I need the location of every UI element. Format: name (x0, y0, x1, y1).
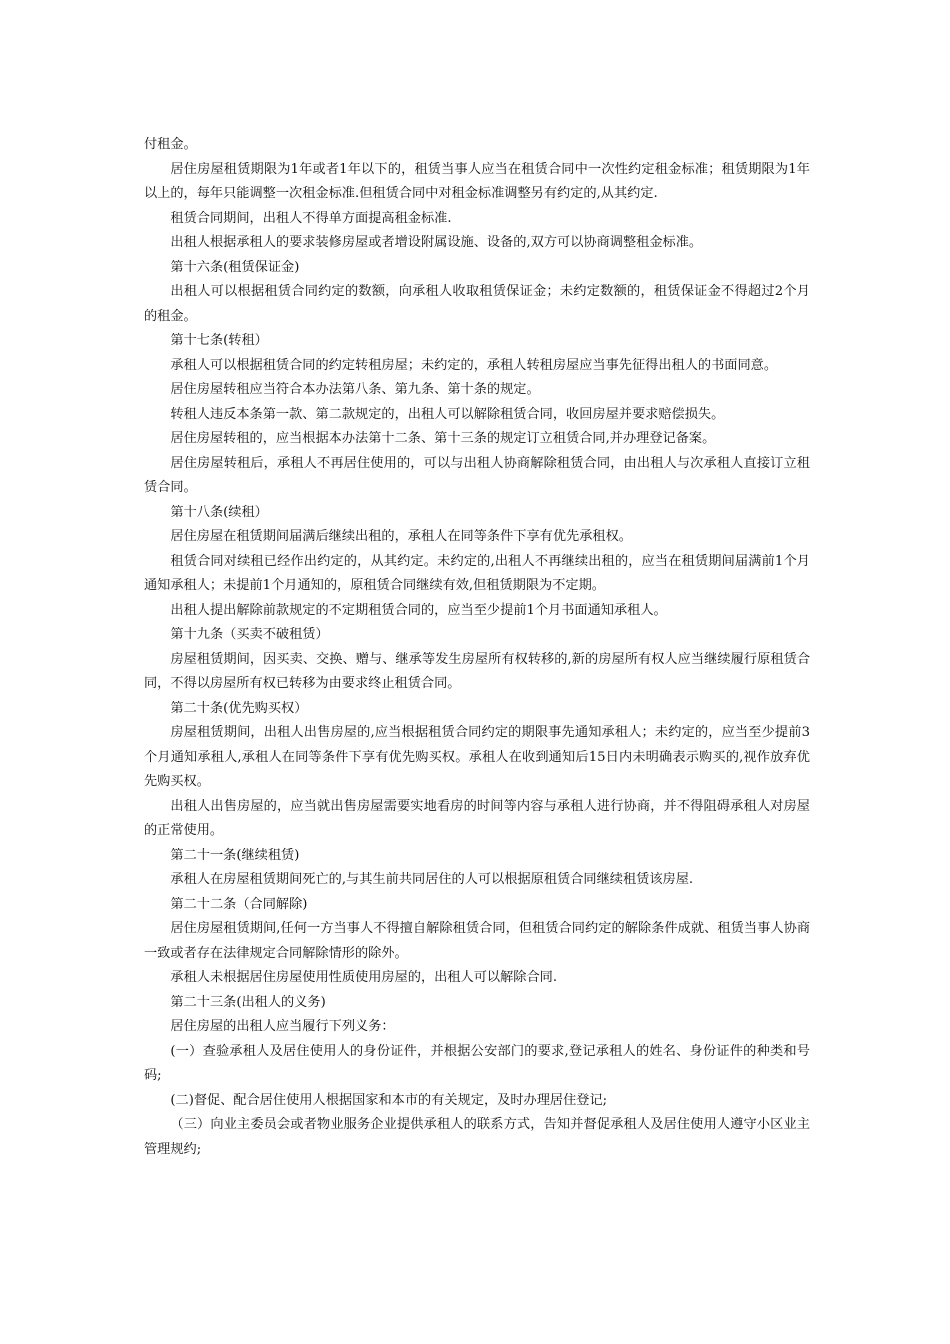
paragraph: 房屋租赁期间，出租人出售房屋的,应当根据租赁合同约定的期限事先通知承租人；未约定的，应当至少提前3个月通知承租人,承租人在同等条件下享有优先购买权。承租人在收到通知后15日内未明确表示购买的,视作放弃优先购买权。 (144, 725, 810, 789)
paragraph: 第十七条(转租） (170, 333, 268, 348)
paragraph: 房屋租赁期间，因买卖、交换、赠与、继承等发生房屋所有权转移的,新的房屋所有权人应当继续履行原租赁合同，不得以房屋所有权已转移为由要求终止租赁合同。 (144, 651, 810, 691)
paragraph: 第十八条(续租） (170, 504, 268, 520)
paragraph: 居住房屋转租应当符合本办法第八条、第九条、第十条的规定。 (170, 382, 540, 397)
paragraph: (一）查验承租人及居住使用人的身份证件，并根据公安部门的要求,登记承租人的姓名、身份证件的种类和号码; (144, 1043, 810, 1083)
paragraph: 租赁合同期间，出租人不得单方面提高租金标准. (170, 210, 452, 226)
paragraph: 居住房屋的出租人应当履行下列义务： (170, 1019, 395, 1034)
paragraph: 转租人违反本条第一款、第二款规定的，出租人可以解除租赁合同，收回房屋并要求赔偿损失。 (170, 406, 725, 422)
paragraph: 居住房屋转租的，应当根据本办法第十二条、第十三条的规定订立租赁合同,并办理登记备案。 (170, 431, 716, 446)
paragraph: 承租人在房屋租赁期间死亡的,与其生前共同居住的人可以根据原租赁合同继续租赁该房屋. (170, 872, 694, 887)
paragraph: 出租人提出解除前款规定的不定期租赁合同的，应当至少提前1个月书面通知承租人。 (170, 602, 667, 618)
paragraph: （三）向业主委员会或者物业服务企业提供承租人的联系方式，告知并督促承租人及居住使用人遵守小区业主管理规约; (144, 1117, 810, 1157)
paragraph: 第二十二条（合同解除) (170, 896, 308, 912)
paragraph: 付租金。 (144, 137, 197, 152)
paragraph: 出租人根据承租人的要求装修房屋或者增设附属设施、设备的,双方可以协商调整租金标准。 (170, 235, 703, 250)
paragraph: 承租人未根据居住房屋使用性质使用房屋的，出租人可以解除合同. (170, 970, 558, 985)
paragraph: 出租人可以根据租赁合同约定的数额，向承租人收取租赁保证金；未约定数额的，租赁保证金不得超过2个月的租金。 (144, 284, 810, 324)
paragraph: 第十六条(租赁保证金) (170, 259, 300, 275)
paragraph: 居住房屋租赁期限为1年或者1年以下的，租赁当事人应当在租赁合同中一次性约定租金标准；租赁期限为1年以上的，每年只能调整一次租金标准.但租赁合同中对租金标准调整另有约定的,从其约定. (144, 161, 810, 201)
paragraph: 第二十三条(出租人的义务) (170, 994, 326, 1010)
paragraph: 第二十一条(继续租赁) (170, 847, 300, 863)
paragraph: 租赁合同对续租已经作出约定的，从其约定。未约定的,出租人不再继续出租的，应当在租赁期间届满前1个月通知承租人；未提前1个月通知的，原租赁合同继续有效,但租赁期限为不定期。 (144, 553, 810, 593)
paragraph: 出租人出售房屋的，应当就出售房屋需要实地看房的时间等内容与承租人进行协商，并不得阻碍承租人对房屋的正常使用。 (144, 798, 810, 838)
paragraph: 第二十条(优先购买权） (170, 700, 308, 716)
paragraph: 第十九条（买卖不破租赁） (170, 627, 329, 642)
paragraph: 居住房屋租赁期间,任何一方当事人不得擅自解除租赁合同，但租赁合同约定的解除条件成就、租赁当事人协商一致或者存在法律规定合同解除情形的除外。 (144, 921, 810, 961)
document-body (144, 133, 810, 1162)
paragraph: (二)督促、配合居住使用人根据国家和本市的有关规定，及时办理居住登记; (170, 1092, 608, 1108)
paragraph: 居住房屋转租后，承租人不再居住使用的，可以与出租人协商解除租赁合同，由出租人与次承租人直接订立租赁合同。 (144, 455, 810, 495)
paragraph: 承租人可以根据租赁合同的约定转租房屋；未约定的，承租人转租房屋应当事先征得出租人的书面同意。 (170, 357, 778, 373)
paragraph: 居住房屋在租赁期间届满后继续出租的，承租人在同等条件下享有优先承租权。 (170, 529, 632, 544)
